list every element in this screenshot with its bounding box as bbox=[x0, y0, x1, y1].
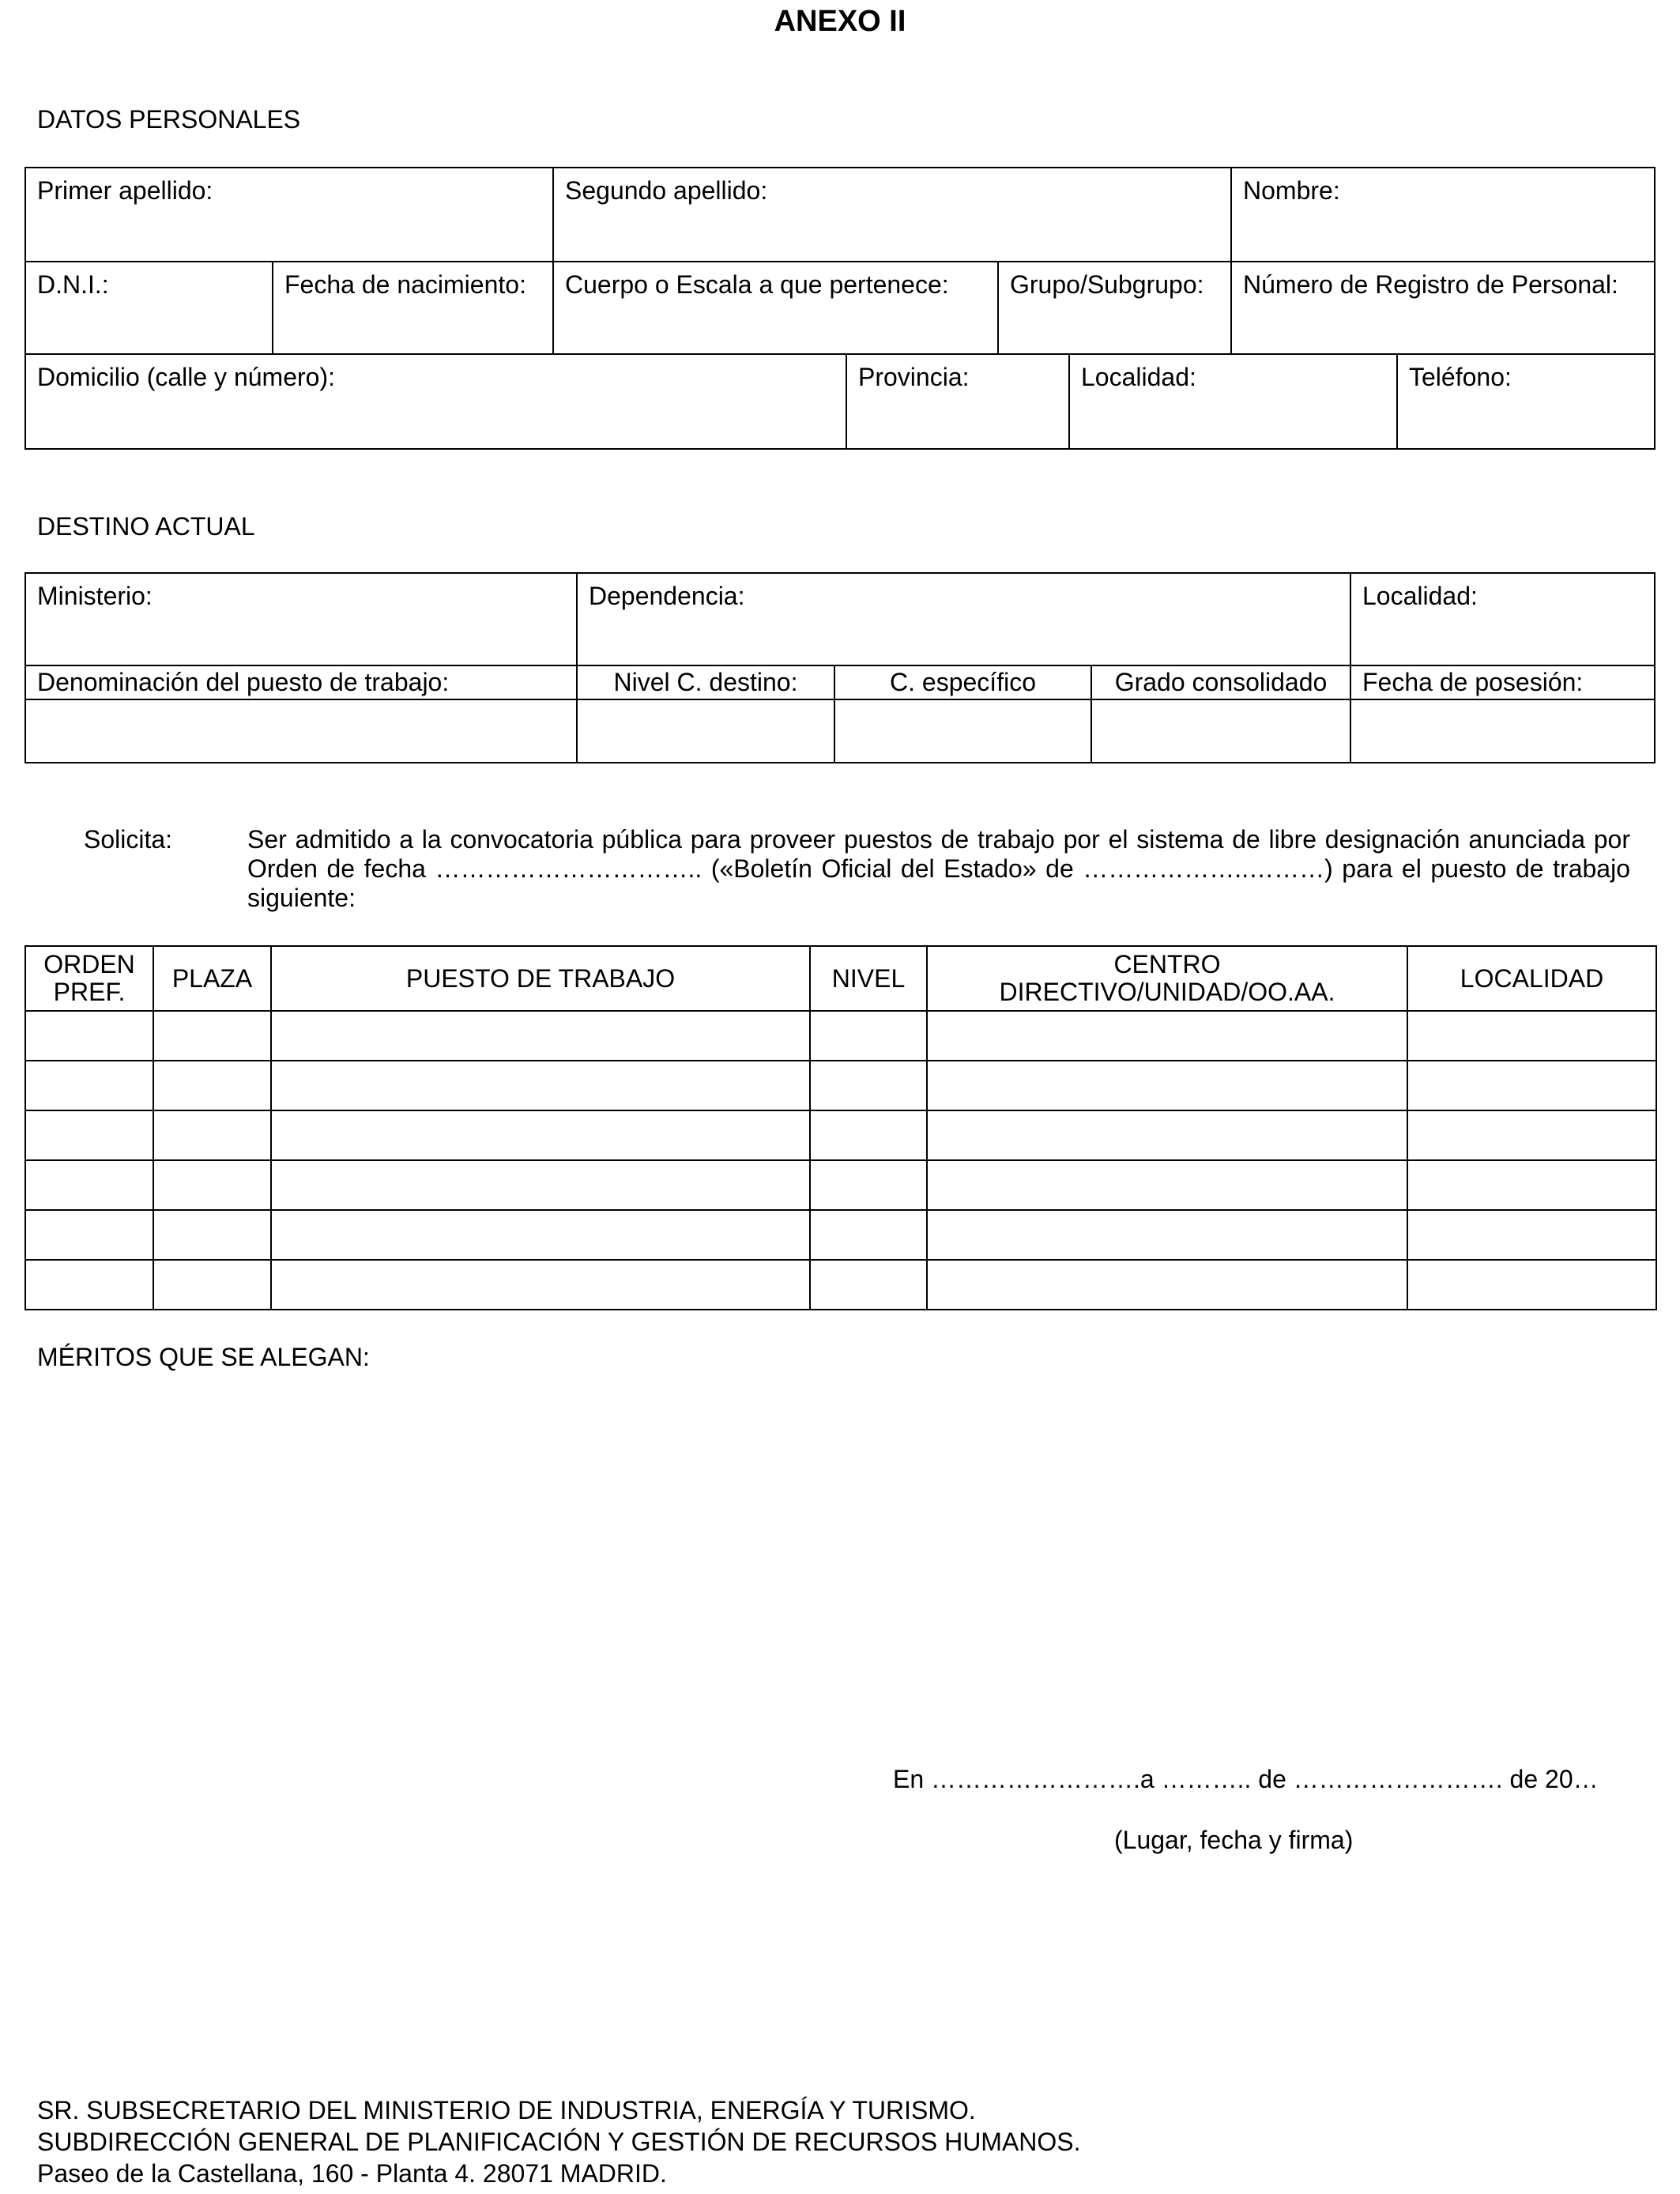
table-cell-plaza[interactable] bbox=[153, 1110, 272, 1161]
header-label: Grado consolidado bbox=[1114, 668, 1328, 697]
field-domicilio[interactable] bbox=[24, 353, 847, 450]
field-label: Localidad: bbox=[1362, 582, 1478, 610]
field-label: Cuerpo o Escala a que pertenece: bbox=[565, 270, 949, 299]
table-header-puesto-trabajo bbox=[270, 945, 811, 1012]
header-grado-consolidado bbox=[1090, 665, 1351, 700]
table-cell-nivel[interactable] bbox=[809, 1110, 928, 1161]
table-cell-orden-pref[interactable] bbox=[24, 1110, 154, 1161]
table-cell-orden-pref[interactable] bbox=[24, 1010, 154, 1061]
field-dependencia[interactable] bbox=[576, 572, 1351, 666]
header-label: Denominación del puesto de trabajo: bbox=[37, 668, 450, 697]
table-cell-centro-directivo[interactable] bbox=[926, 1010, 1408, 1061]
meritos-heading: MÉRITOS QUE SE ALEGAN: bbox=[37, 1343, 370, 1371]
field-primer-apellido[interactable] bbox=[24, 167, 554, 262]
table-cell-orden-pref[interactable] bbox=[24, 1060, 154, 1111]
table-cell-centro-directivo[interactable] bbox=[926, 1060, 1408, 1111]
table-cell-orden-pref[interactable] bbox=[24, 1159, 154, 1211]
field-label: Dependencia: bbox=[589, 582, 745, 610]
field-label: D.N.I.: bbox=[37, 270, 109, 299]
header-fecha-posesion bbox=[1350, 665, 1656, 700]
header-label: Nivel C. destino: bbox=[613, 668, 798, 697]
field-label: Teléfono: bbox=[1409, 363, 1512, 391]
table-cell-centro-directivo[interactable] bbox=[926, 1259, 1408, 1310]
solicita-text: Ser admitido a la convocatoria pública para proveer puestos de trabajo por el sistema de libre designación anunciada por Orden de fecha ………………………….. («Boletín Oficial del Estado» de ………………..………) para el puesto de trabajo siguiente: bbox=[247, 825, 1630, 912]
field-telefono[interactable] bbox=[1396, 353, 1656, 450]
field-nombre[interactable] bbox=[1230, 167, 1656, 262]
table-header-orden-pref bbox=[24, 945, 154, 1012]
fecha-linea: En …………………….a ……….. de ……………………. de 20… bbox=[893, 1765, 1599, 1793]
input-nivel-destino[interactable] bbox=[576, 699, 835, 763]
table-cell-puesto-trabajo[interactable] bbox=[270, 1209, 811, 1261]
header-label: C. específico bbox=[890, 668, 1036, 697]
field-provincia[interactable] bbox=[846, 353, 1070, 450]
field-fecha-nacimiento[interactable] bbox=[272, 261, 554, 355]
table-cell-puesto-trabajo[interactable] bbox=[270, 1259, 811, 1310]
field-label: Grupo/Subgrupo: bbox=[1010, 270, 1204, 299]
field-label: Nombre: bbox=[1243, 176, 1340, 205]
table-cell-plaza[interactable] bbox=[153, 1209, 272, 1261]
field-numero-registro-personal[interactable] bbox=[1230, 261, 1656, 355]
field-label: Segundo apellido: bbox=[565, 176, 768, 205]
field-label: Fecha de nacimiento: bbox=[284, 270, 526, 299]
input-denominacion[interactable] bbox=[24, 699, 578, 763]
field-label: Provincia: bbox=[858, 363, 970, 391]
field-segundo-apellido[interactable] bbox=[552, 167, 1232, 262]
input-fecha-posesion[interactable] bbox=[1350, 699, 1656, 763]
footer-line-2: SUBDIRECCIÓN GENERAL DE PLANIFICACIÓN Y GESTIÓN DE RECURSOS HUMANOS. bbox=[37, 2128, 1081, 2156]
footer-line-3: Paseo de la Castellana, 160 - Planta 4. 28071 MADRID. bbox=[37, 2159, 667, 2188]
firma-label: (Lugar, fecha y firma) bbox=[1114, 1826, 1354, 1854]
table-header-label: CENTRO DIRECTIVO/UNIDAD/OO.AA. bbox=[999, 950, 1335, 1006]
table-header-label: NIVEL bbox=[831, 963, 906, 993]
field-cuerpo-escala[interactable] bbox=[552, 261, 999, 355]
table-cell-localidad[interactable] bbox=[1407, 1110, 1657, 1161]
table-header-centro-directivo bbox=[926, 945, 1408, 1012]
table-cell-nivel[interactable] bbox=[809, 1010, 928, 1061]
page-title: ANEXO II bbox=[774, 5, 906, 38]
table-cell-puesto-trabajo[interactable] bbox=[270, 1010, 811, 1061]
table-cell-nivel[interactable] bbox=[809, 1209, 928, 1261]
table-cell-centro-directivo[interactable] bbox=[926, 1209, 1408, 1261]
table-cell-localidad[interactable] bbox=[1407, 1209, 1657, 1261]
header-especifico bbox=[834, 665, 1092, 700]
table-cell-localidad[interactable] bbox=[1407, 1159, 1657, 1211]
table-cell-nivel[interactable] bbox=[809, 1259, 928, 1310]
table-cell-orden-pref[interactable] bbox=[24, 1209, 154, 1261]
table-cell-nivel[interactable] bbox=[809, 1060, 928, 1111]
solicita-label: Solicita: bbox=[84, 825, 173, 854]
field-label: Ministerio: bbox=[37, 582, 153, 610]
footer-line-1: SR. SUBSECRETARIO DEL MINISTERIO DE INDUSTRIA, ENERGÍA Y TURISMO. bbox=[37, 2096, 976, 2124]
header-label: Fecha de posesión: bbox=[1362, 668, 1584, 697]
table-cell-puesto-trabajo[interactable] bbox=[270, 1110, 811, 1161]
table-header-label: LOCALIDAD bbox=[1460, 963, 1604, 993]
field-localidad-destino[interactable] bbox=[1350, 572, 1656, 666]
table-cell-orden-pref[interactable] bbox=[24, 1259, 154, 1310]
field-label: Domicilio (calle y número): bbox=[37, 363, 335, 391]
table-cell-centro-directivo[interactable] bbox=[926, 1159, 1408, 1211]
table-cell-puesto-trabajo[interactable] bbox=[270, 1159, 811, 1211]
table-cell-plaza[interactable] bbox=[153, 1010, 272, 1061]
table-header-label: ORDEN PREF. bbox=[43, 950, 135, 1006]
field-localidad[interactable] bbox=[1068, 353, 1398, 450]
field-label: Primer apellido: bbox=[37, 176, 213, 205]
field-label: Localidad: bbox=[1081, 363, 1196, 391]
table-cell-localidad[interactable] bbox=[1407, 1060, 1657, 1111]
table-header-nivel bbox=[809, 945, 928, 1012]
input-especifico[interactable] bbox=[834, 699, 1092, 763]
table-cell-localidad[interactable] bbox=[1407, 1259, 1657, 1310]
field-dni[interactable] bbox=[24, 261, 273, 355]
table-header-label: PLAZA bbox=[171, 963, 253, 993]
input-grado-consolidado[interactable] bbox=[1090, 699, 1351, 763]
table-cell-plaza[interactable] bbox=[153, 1259, 272, 1310]
table-cell-localidad[interactable] bbox=[1407, 1010, 1657, 1061]
table-header-localidad bbox=[1407, 945, 1657, 1012]
field-grupo-subgrupo[interactable] bbox=[997, 261, 1232, 355]
section-heading-destino-actual: DESTINO ACTUAL bbox=[37, 512, 255, 541]
field-label: Número de Registro de Personal: bbox=[1243, 270, 1618, 299]
table-cell-plaza[interactable] bbox=[153, 1159, 272, 1211]
table-cell-centro-directivo[interactable] bbox=[926, 1110, 1408, 1161]
table-header-plaza bbox=[153, 945, 272, 1012]
field-ministerio[interactable] bbox=[24, 572, 578, 666]
table-cell-plaza[interactable] bbox=[153, 1060, 272, 1111]
header-denominacion bbox=[24, 665, 578, 700]
section-heading-datos-personales: DATOS PERSONALES bbox=[37, 105, 301, 134]
table-cell-nivel[interactable] bbox=[809, 1159, 928, 1211]
header-nivel-destino bbox=[576, 665, 835, 700]
table-cell-puesto-trabajo[interactable] bbox=[270, 1060, 811, 1111]
table-header-label: PUESTO DE TRABAJO bbox=[405, 963, 676, 993]
